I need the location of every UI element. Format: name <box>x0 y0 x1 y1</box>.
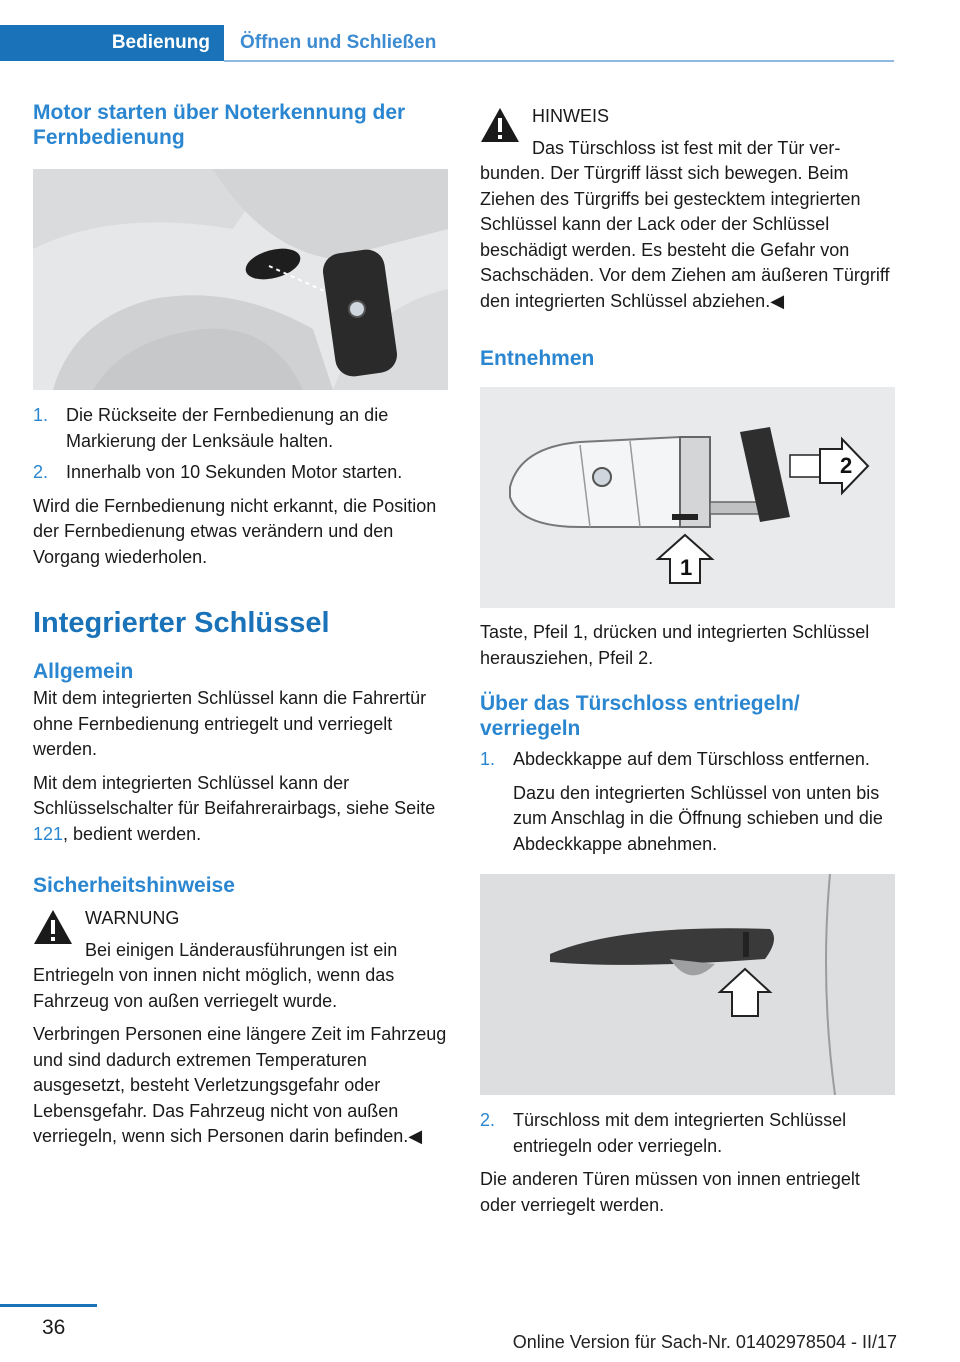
warning-box <box>33 906 448 1150</box>
paragraph-text: , bedient werden. <box>63 823 202 844</box>
list-item <box>480 747 895 857</box>
page-link[interactable]: 121 <box>33 823 64 844</box>
right-column <box>480 104 895 1218</box>
heading-general: Allgemein <box>33 660 134 683</box>
paragraph-not-found: Wird die Fernbedienung nicht erkannt, die Position der Fernbedienung etwas verändern und den Vorgang wiederholen. <box>33 495 437 567</box>
paragraph-general-2 <box>33 771 448 848</box>
list-item <box>33 403 448 454</box>
step-number: 1. <box>33 405 49 425</box>
step-text: Abdeckkappe auf dem Türschloss entfernen. <box>513 749 870 769</box>
steps-motor-start <box>33 403 448 486</box>
warning-triangle-icon <box>480 107 520 143</box>
list-item <box>33 460 448 486</box>
list-item <box>480 1108 895 1159</box>
step-text: Innerhalb von 10 Sekunden Motor starten. <box>66 462 403 482</box>
online-version-note: Online Version für Sach-Nr. 01402978504 - II/17 <box>512 1332 897 1352</box>
paragraph-other-doors: Die anderen Türen müssen von innen entriegelt oder verriegelt werden. <box>480 1169 860 1215</box>
note-text: Das Türschloss ist fest mit der Tür verbunden. Der Türgriff lässt sich bewegen. Beim Ziehen des Türgriffs bei gestecktem integrierten Schlüssel kann der Lack oder der Schlüssel beschädigt werden. Es besteht die Gefahr von Sachschäden. Vor dem Ziehen am äußeren Türgriff den integrierten Schlüssel abziehen.◀ <box>480 137 890 311</box>
left-column <box>33 100 448 1150</box>
key-removal-illustration <box>480 387 895 608</box>
header-section-tab[interactable]: Bedienung <box>0 25 224 61</box>
steps-door-lock <box>480 747 895 857</box>
heading-safety: Sicherheitshinweise <box>33 874 235 897</box>
heading-lock-unlock: Über das Türschloss entriegeln/ verriegeln <box>480 692 800 740</box>
heading-integrated-key: Integrierter Schlüssel <box>33 607 330 639</box>
step-text: Türschloss mit dem integrierten Schlüssel entriegeln oder verriegeln. <box>513 1110 847 1156</box>
header-rule <box>224 60 894 62</box>
paragraph-general-1: Mit dem integrierten Schlüssel kann die Fahrertür ohne Fernbedienung entriegelt und verriegelt werden. <box>33 688 427 759</box>
warning-title: WARNUNG <box>85 908 180 928</box>
figure-key-removal <box>480 387 895 608</box>
warning-triangle-icon <box>33 909 73 945</box>
figure-label-2: 2 <box>840 453 853 478</box>
figure-label-1: 1 <box>680 555 693 580</box>
figure-door-handle <box>480 874 895 1095</box>
figure-steering-column <box>33 169 448 390</box>
page-number: 36 <box>42 1316 66 1339</box>
paragraph-remove: Taste, Pfeil 1, drücken und integrierten Schlüssel herausziehen, Pfeil 2. <box>480 622 870 668</box>
step-number: 1. <box>480 749 496 769</box>
warning-text: Bei einigen Länderausführungen ist ein Entriegeln von innen nicht möglich, wenn das Fahrzeug von außen verriegelt wurde. <box>33 939 398 1011</box>
note-box <box>480 104 895 314</box>
step-number: 2. <box>480 1110 496 1130</box>
footer-rule <box>0 1304 97 1307</box>
heading-remove: Entnehmen <box>480 347 595 370</box>
steps-door-lock-2 <box>480 1108 895 1159</box>
heading-motor-start: Motor starten über Noterkennung der Fernbedienung <box>33 101 406 149</box>
note-title: HINWEIS <box>532 106 610 126</box>
paragraph-text: Mit dem integrierten Schlüssel kann der Schlüsselschalter für Beifahrerairbags, siehe Seite <box>33 772 436 818</box>
door-handle-illustration <box>480 874 895 1095</box>
step-number: 2. <box>33 462 49 482</box>
steering-column-illustration <box>33 169 448 390</box>
step-text: Die Rückseite der Fernbedienung an die Markierung der Lenksäule halten. <box>66 405 389 451</box>
header-chapter-tab[interactable]: Öffnen und Schließen <box>240 32 437 53</box>
step-subtext: Dazu den integrierten Schlüssel von unten bis zum Anschlag in die Öffnung schieben und die Abdeckkappe abnehmen. <box>513 782 883 854</box>
warning-text-2: Verbringen Personen eine längere Zeit im Fahrzeug und sind dadurch extremen Temperaturen ausgesetzt, besteht Verletzungsgefahr oder Lebensgefahr. Das Fahrzeug nicht von außen verriegeln, wenn sich Personen darin befinden.◀ <box>33 1024 447 1146</box>
